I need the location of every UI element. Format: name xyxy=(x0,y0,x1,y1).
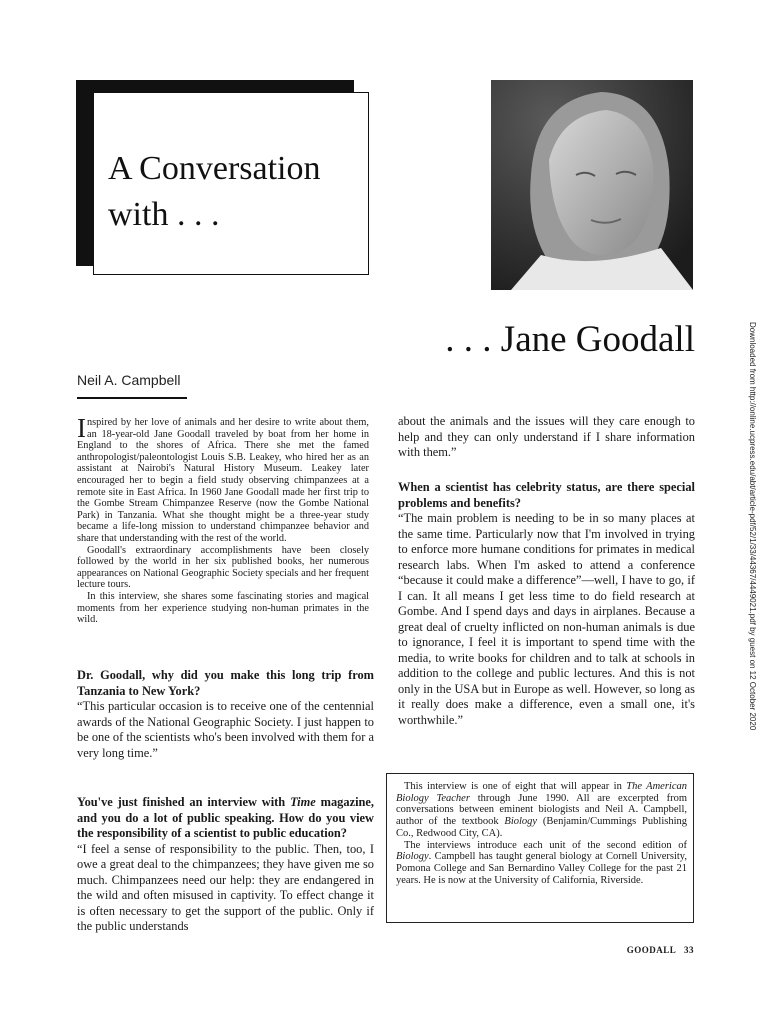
answer-2-continued: about the animals and the issues will they care enough to help and they can only understand if I share information with them.” xyxy=(398,414,695,459)
title-line-1: A Conversation xyxy=(108,150,321,187)
note-paragraph-2: The interviews introduce each unit of the second edition of Biology. Campbell has taught general biology at Cornell University, Pomona College and San Bernardino Valley College for the past 21 years. He is now at the University of California, Riverside. xyxy=(396,839,687,886)
page-folio: GOODALL 33 xyxy=(626,945,694,955)
intro-paragraph-1: nspired by her love of animals and her desire to write about them, an 18-year-old Jane Goodall traveled by boat from her home in England to the shores of Africa. There she met the famed anthropologist/paleontologist Louis S.B. Leakey, who hired her as an assistant at Nairobi's Natural History Museum. Leakey later encouraged her to begin a field study observing chimpanzees at a remote site in East Africa. In 1960 Jane Goodall made her first trip to the Gombe Stream Chimpanzee Reserve (now the Gombe National Park) in Tanzania. What she thought might be a three-year study became a life-long mission to understand chimpanzee behavior and share that understanding with the rest of the world. xyxy=(77,417,369,544)
drop-cap: I xyxy=(77,413,86,443)
answer-1: “This particular occasion is to receive one of the centennial awards of the National Geographic Society. I just happen to be one of the scientists who's been involved with them for a very long time.” xyxy=(77,699,374,760)
qa-block-2 xyxy=(77,795,374,935)
series-note-box xyxy=(386,773,694,923)
qa-block-3 xyxy=(398,480,695,728)
intro-paragraph-3: In this interview, she shares some fascinating stories and magical moments from her experience studying non-human primates in the wild. xyxy=(77,590,369,626)
answer-3: “The main problem is needing to be in so many places at the same time. Particularly now that I'm involved in trying to enforce more humane conditions for primates in medical research labs. When I'm asked to attend a conference “because it could make a difference”—well, I have to go, if I can. It all means I get less time to do field research at Gombe. And I spend days and days in airplanes. Because a great deal of cruelty inflicted on non-human animals is due to ignorance, I feel it is important to spend time with the media, to write books for children and to talk at schools in addition to the college and public lectures. And this is not only in the USA but in Europe as well. However, so long as it really does make a difference, even a small one, it's worthwhile.” xyxy=(398,511,695,727)
title-line-2: with . . . xyxy=(108,196,220,233)
answer-2: “I feel a sense of responsibility to the public. Then, too, I owe a great deal to the chimpanzees; they have given me so much. Chimpanzees need our help: they are endangered in the wild and often misused in captivity. To effect change it is often necessary to get the support of the public. Only if the public understands xyxy=(77,841,374,933)
question-3: When a scientist has celebrity status, are there special problems and benefits? xyxy=(398,480,695,510)
download-watermark: Downloaded from http://online.ucpress.edu/abt/article-pdf/52/1/33/44367/4449021.pdf by guest on 12 October 2020 xyxy=(748,322,757,731)
intro-text xyxy=(77,413,369,626)
author-byline: Neil A. Campbell xyxy=(77,372,181,388)
article-title xyxy=(108,146,358,238)
question-1: Dr. Goodall, why did you make this long trip from Tanzania to New York? xyxy=(77,668,374,698)
qa-block-1 xyxy=(77,668,374,761)
question-2: You've just finished an interview with Time magazine, and you do a lot of public speaking. How do you view the responsibility of a scientist to public education? xyxy=(77,795,374,840)
note-paragraph-1: This interview is one of eight that will appear in The American Biology Teacher through June 1990. All are excerpted from conversations between eminent biologists and Neil A. Campbell, author of the textbook Biology (Benjamin/Cummings Publishing Co., Redwood City, CA). xyxy=(396,781,687,839)
intro-paragraph-2: Goodall's extraordinary accomplishments have been closely followed by the world in her six published books, her numerous appearances on National Geographic Society specials and her frequent lecture tours. xyxy=(77,544,369,591)
subject-name-heading: . . . Jane Goodall xyxy=(445,319,695,360)
byline-rule xyxy=(77,397,187,399)
portrait-photo xyxy=(491,80,693,290)
